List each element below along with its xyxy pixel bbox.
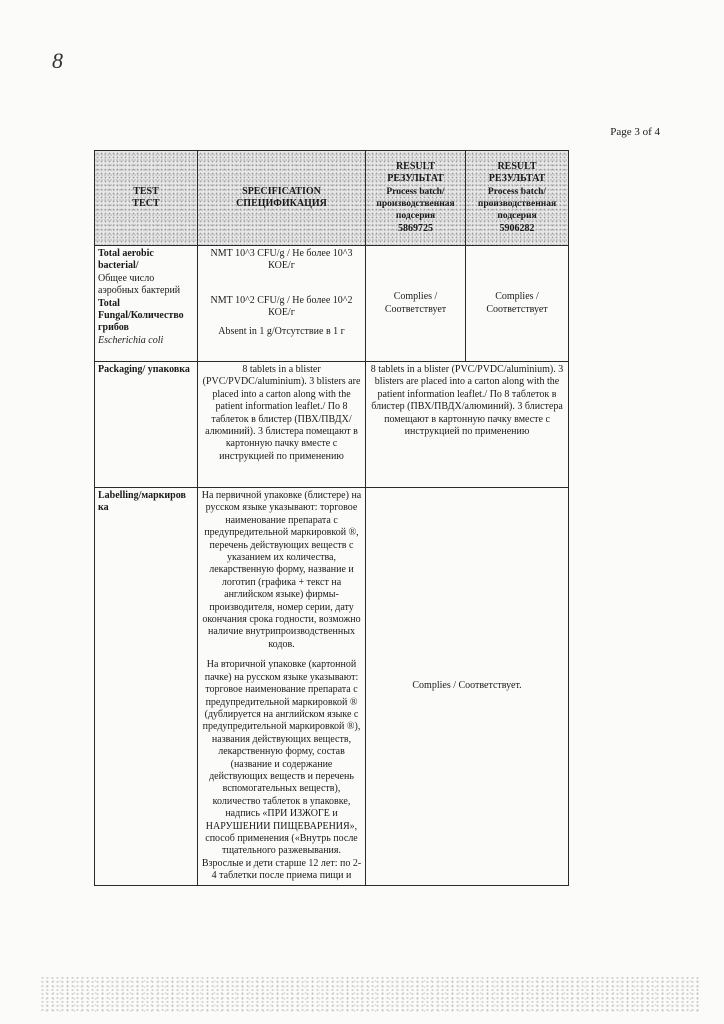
row-labelling — [95, 488, 569, 886]
row-microbiology — [95, 246, 569, 362]
labelling-result-cell: Complies / Соответствует. — [366, 488, 569, 886]
handwritten-page-mark: 8 — [52, 48, 63, 73]
micro-test-cell: Total aerobic bacterial/ Общее число аэробных бактерий Total Fungal/Количество грибов Escherichia coli — [95, 246, 198, 362]
packaging-spec-cell: 8 tablets in a blister (PVC/PVDC/aluminium). 3 blisters are placed into a carton along with the patient information leaflet./ По 8 таблеток в блистер (ПВХ/ПВДХ/алюминий). 3 блистера помещают в картонную пачку вместе с инструкцией по применению — [198, 362, 366, 488]
specification-table — [94, 150, 569, 886]
labelling-secondary-packaging-text: На вторичной упаковке (картонной пачке) на русском языке указывают: торговое наименование препарата с предупредительной маркировкой ® (дублируется на английском языке с предупредительной маркировкой ®), названия действующих веществ, лекарственную форму, состав (название и содержание действующих веществ и перечень вспомогательных веществ), количество таблеток в упаковке, надпись «ПРИ ИЗЖОГЕ и НАРУШЕНИИ ПИЩЕВАРЕНИЯ», способ применения («Внутрь после тщательного разжевывания. Взрослые и дети старше 12 лет: по 2-4 таблетки после приема пищи и — [201, 659, 362, 882]
scan-noise-footer — [40, 976, 700, 1012]
header-result-batch-2: RESULT РЕЗУЛЬТАТ Process batch/ производственная подсерия 5906282 — [466, 151, 569, 246]
micro-spec-cell: NMT 10^3 CFU/g / Не более 10^3 КОЕ/г NMT 10^2 CFU/g / Не более 10^2 КОЕ/г Absent in 1 g/Отсутствие в 1 г — [198, 246, 366, 362]
row-packaging — [95, 362, 569, 488]
labelling-spec-cell — [198, 488, 366, 886]
header-result-batch-1: RESULT РЕЗУЛЬТАТ Process batch/ производственная подсерия 5869725 — [366, 151, 466, 246]
packaging-result-cell: 8 tablets in a blister (PVC/PVDC/aluminium). 3 blisters are placed into a carton along with the patient information leaflet./ По 8 таблеток в блистер (ПВХ/ПВДХ/алюминий). 3 блистера помещают в картонную пачку вместе с инструкцией по применению — [366, 362, 569, 488]
header-test: TEST ТЕСТ — [95, 151, 198, 246]
micro-result-batch-1: Complies / Соответствует — [366, 246, 466, 362]
packaging-test-cell: Packaging/ упаковка — [95, 362, 198, 488]
labelling-primary-packaging-text: На первичной упаковке (блистере) на русском языке указывают: торговое наименование препарата с предупредительной маркировкой ®, перечень действующих веществ с указанием их количества, лекарственную форму, название и логотип (графика + текст на английском языке) фирмы-производителя, номер серии, дату окончания срока годности, возможно наличие внутрипроизводственных кодов. — [201, 490, 362, 650]
page-number: Page 3 of 4 — [610, 126, 660, 138]
header-row — [95, 151, 569, 246]
header-specification: SPECIFICATION СПЕЦИФИКАЦИЯ — [198, 151, 366, 246]
labelling-test-cell: Labelling/маркиров ка — [95, 488, 198, 886]
micro-result-batch-2: Complies / Соответствует — [466, 246, 569, 362]
